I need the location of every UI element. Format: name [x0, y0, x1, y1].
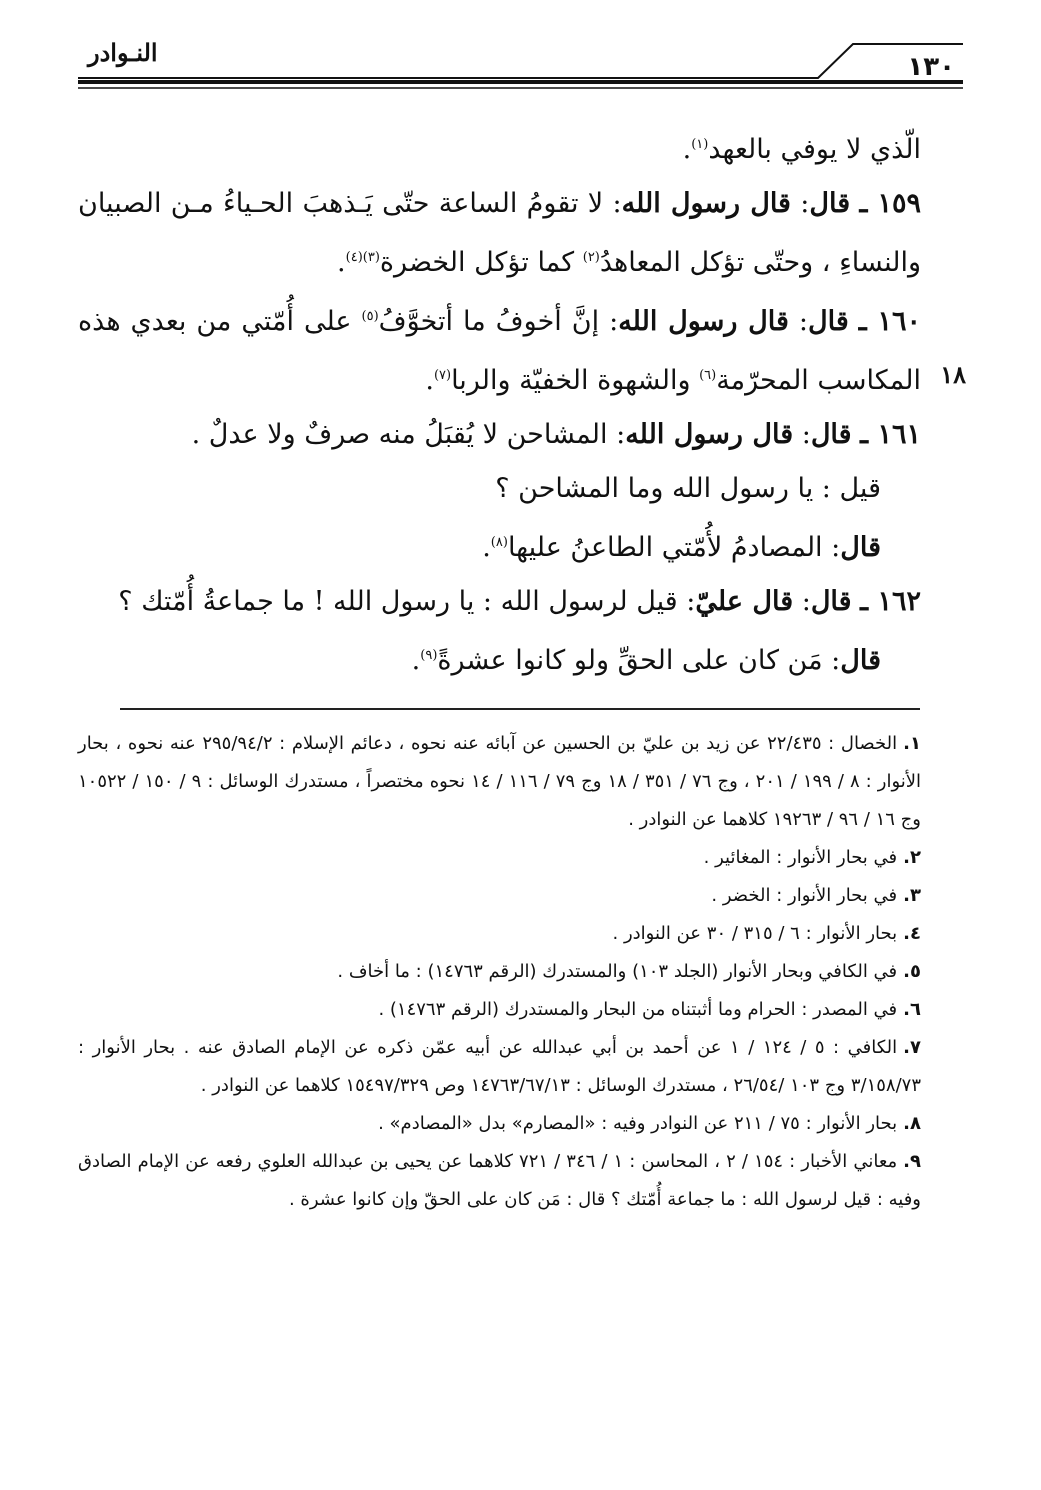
hadith-161-question: قيل : يا رسول الله وما المشاحن ؟ [495, 473, 881, 504]
hadith-162: ١٦٢ ـ قال: قال عليّ: قيل لرسول الله : يا رسول الله ! ما جماعةُ أُمّتك ؟ [118, 586, 921, 617]
footnote-ref[interactable]: (١) [691, 137, 709, 152]
footnotes [78, 725, 921, 1219]
footnote-ref[interactable]: (٥) [361, 309, 379, 324]
hadith-160: ١٦٠ ـ قال: قال رسول الله: إنَّ أخوفُ ما أتخوَّفُ$^{(٥)}$ على أُمّتي من بعدي هذه المكاسب المحرّمة$^{(٦)}$ والشهوة الخفيّة والربا$^{(٧)}$. ١٨ [78, 290, 921, 408]
hadith-161: ١٦١ ـ قال: قال رسول الله: المشاحن لا يُقبَلُ منه صرفٌ ولا عدلٌ . [191, 419, 921, 450]
footnote-6: ٦.في المصدر : الحرام وما أثبتناه من البحار والمستدرك (الرقم ١٤٧٦٣) . [378, 999, 921, 1020]
footnote-ref[interactable]: (٨) [490, 535, 508, 550]
footnote-ref[interactable]: (٣)(٤) [345, 250, 380, 265]
main-text [78, 118, 966, 688]
hadith-number: ١٦١ ـ [860, 419, 921, 450]
page-header [78, 30, 963, 102]
footnote-7: ٧.الكافي : ٥ / ١٢٤ / ١ عن أحمد بن أبي عبدالله عن أبيه عمّن ذكره عن الإمام الصادق عنه . بحار الأنوار : ٣/١٥٨/٧٣ وج ١٠٣ /٢٦/٥٤ ، مستدرك الوسائل : ١٤٧٦٣/٦٧/١٣ وص ١٥٤٩٧/٣٢٩ كلاهما عن النوادر . [78, 1037, 921, 1096]
hadith-161-answer: قال: المصادمُ لأُمّتي الطاعنُ عليها$^{(٨)}$. [482, 532, 881, 563]
footnote-ref[interactable]: (٧) [433, 368, 452, 383]
header-rule [78, 30, 963, 102]
paragraph-intro: الّذي لا يوفي بالعهد$^{(١)}$. [682, 134, 921, 165]
hadith-number: ١٦٢ ـ [860, 586, 921, 617]
footnote-4: ٤.بحار الأنوار : ٦ / ٣١٥ / ٣٠ عن النوادر . [612, 923, 921, 944]
footnote-5: ٥.في الكافي وبحار الأنوار (الجلد ١٠٣) والمستدرك (الرقم ١٤٧٦٣) : ما أخاف . [337, 961, 921, 982]
hadith-162-answer: قال: مَن كان على الحقِّ ولو كانوا عشرةً$^{(٩)}$. [411, 645, 881, 676]
footnote-2: ٢.في بحار الأنوار : المغائير . [703, 847, 921, 868]
hadith-159: ١٥٩ ـ قال: قال رسول الله: لا تقومُ الساعة حتّى يَـذهبَ الحـياءُ مـن الصبيان والنساءِ ، وحتّى تؤكل المعاهدُ$^{(٢)}$ كما تؤكل الخضرة$^{(٣)(٤)}$. [78, 188, 921, 278]
footnote-3: ٣.في بحار الأنوار : الخضر . [711, 885, 921, 906]
margin-number: ١٨ [940, 360, 966, 389]
running-title: النـوادر [88, 38, 158, 67]
footnote-8: ٨.بحار الأنوار : ٧٥ / ٢١١ عن النوادر وفيه : «المصارم» بدل «المصادم» . [378, 1113, 921, 1134]
footnote-1: ١.الخصال : ٢٢/٤٣٥ عن زيد بن عليّ بن الحسين عن آبائه عنه نحوه ، دعائم الإسلام : ٢٩٥/٩٤/٢ عنه نحوه ، بحار الأنوار : ٨ / ١٩٩ / ٢٠١ ، وج ٧٦ / ٣٥١ / ١٨ وج ٧٩ / ١١٦ / ١٤ نحوه مختصراً ، مستدرك الوسائل : ٩ / ١٥٠ / ١٠٥٢٢ وج ١٦ / ٩٦ / ١٩٢٦٣ كلاهما عن النوادر . [78, 733, 922, 830]
hadith-number: ١٥٩ ـ [859, 188, 921, 219]
footnote-ref[interactable]: (٢) [582, 250, 600, 265]
footnote-ref[interactable]: (٦) [699, 368, 717, 383]
page-number: ١٣٠ [907, 52, 955, 82]
footnote-ref[interactable]: (٩) [420, 648, 438, 663]
hadith-number: ١٦٠ ـ [858, 306, 921, 337]
footnote-separator [120, 708, 920, 710]
footnote-9: ٩.معاني الأخبار : ١٥٤ / ٢ ، المحاسن : ١ / ٣٤٦ / ٧٢١ كلاهما عن يحيى بن عبدالله العلوي رفعه عن الإمام الصادق وفيه : قيل لرسول الله : ما جماعة أُمّتك ؟ قال : مَن كان على الحقّ وإن كانوا عشرة . [78, 1151, 921, 1210]
